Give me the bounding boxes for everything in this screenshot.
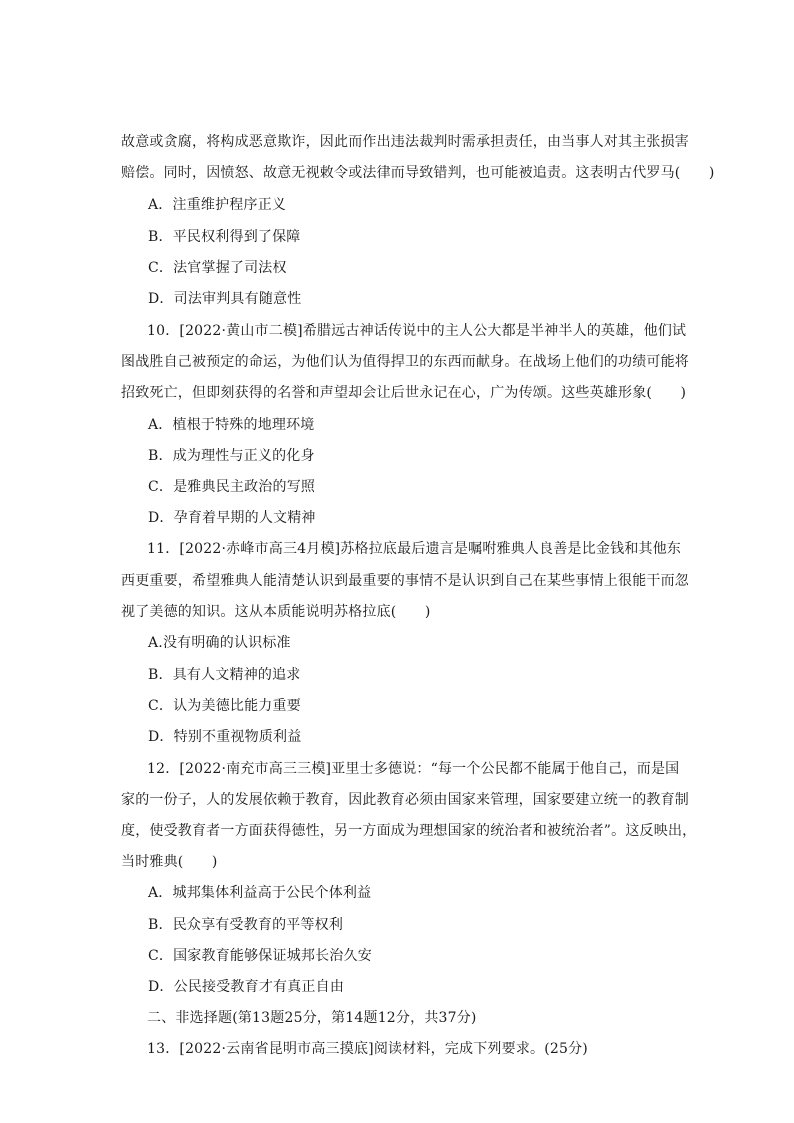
- q12-option-d: D．公民接受教育才有真正自由: [148, 979, 345, 995]
- q10-option-c: C．是雅典民主政治的写照: [148, 479, 316, 495]
- q12-option-b: B．民众享有受教育的平等权利: [148, 917, 344, 933]
- q11-option-c: C．认为美德比能力重要: [148, 698, 301, 714]
- q12-stem-line-1: 12．[2022·南充市高三三模]亚里士多德说：“每一个公民都不能属于他自己，而是国: [147, 761, 680, 777]
- q11-stem-line-2: 西更重要，希望雅典人能清楚认识到最重要的事情不是认识到自己在某些事情上很能干而忽: [121, 573, 689, 589]
- q9-option-a: A．注重维护程序正义: [148, 197, 287, 213]
- q10-stem-line-3: 招致死亡，但即刻获得的名誉和声望却会让后世永记在心，广为传颂。这些英雄形象( ): [121, 385, 687, 401]
- q9-option-d: D．司法审判具有随意性: [148, 291, 302, 307]
- q9-option-c: C．法官掌握了司法权: [148, 260, 287, 276]
- q11-stem-line-3: 视了美德的知识。这从本质能说明苏格拉底( ): [121, 604, 431, 620]
- q10-stem-line-1: 10．[2022·黄山市二模]希腊远古神话传说中的主人公大都是半神半人的英雄，他们试: [147, 323, 687, 339]
- q12-stem-line-2: 家的一份子，人的发展依赖于教育，因此教育必须由国家来管理，国家要建立统一的教育制: [121, 792, 689, 808]
- q11-option-d: D．特别不重视物质利益: [148, 729, 302, 745]
- q12-option-c: C．国家教育能够保证城邦长治久安: [148, 948, 372, 964]
- q13-stem-line-1: 13．[2022·云南省昆明市高三摸底]阅读材料，完成下列要求。(25分): [147, 1041, 588, 1057]
- q10-option-a: A．植根于特殊的地理环境: [148, 417, 315, 433]
- q10-option-d: D．孕育着早期的人文精神: [148, 510, 316, 526]
- q12-stem-line-3: 度，使受教育者一方面获得德性，另一方面成为理想国家的统治者和被统治者”。这反映出，: [121, 823, 697, 839]
- q10-option-b: B．成为理性与正义的化身: [148, 448, 315, 464]
- q10-stem-line-2: 图战胜自己被预定的命运，为他们认为值得捍卫的东西而献身。在战场上他们的功绩可能将: [121, 354, 689, 370]
- q11-stem-line-1: 11．[2022·赤峰市高三4月模]苏格拉底最后遗言是嘱咐雅典人良善是比金钱和其他东: [147, 541, 682, 557]
- q9-continuation-line-2: 赔偿。同时，因愤怒、故意无视敕令或法律而导致错判，也可能被追责。这表明古代罗马( ): [121, 165, 715, 181]
- q11-option-a: A.没有明确的认识标准: [148, 635, 291, 651]
- q12-option-a: A．城邦集体利益高于公民个体利益: [148, 885, 372, 901]
- q12-stem-line-4: 当时雅典( ): [121, 854, 218, 870]
- section-heading-non-choice: 二、非选择题(第13题25分，第14题12分，共37分): [147, 1010, 477, 1026]
- q11-option-b: B．具有人文精神的追求: [148, 667, 301, 683]
- q9-continuation-line-1: 故意或贪腐，将构成恶意欺诈，因此而作出违法裁判时需承担责任，由当事人对其主张损害: [121, 134, 689, 150]
- q9-option-b: B．平民权利得到了保障: [148, 229, 301, 245]
